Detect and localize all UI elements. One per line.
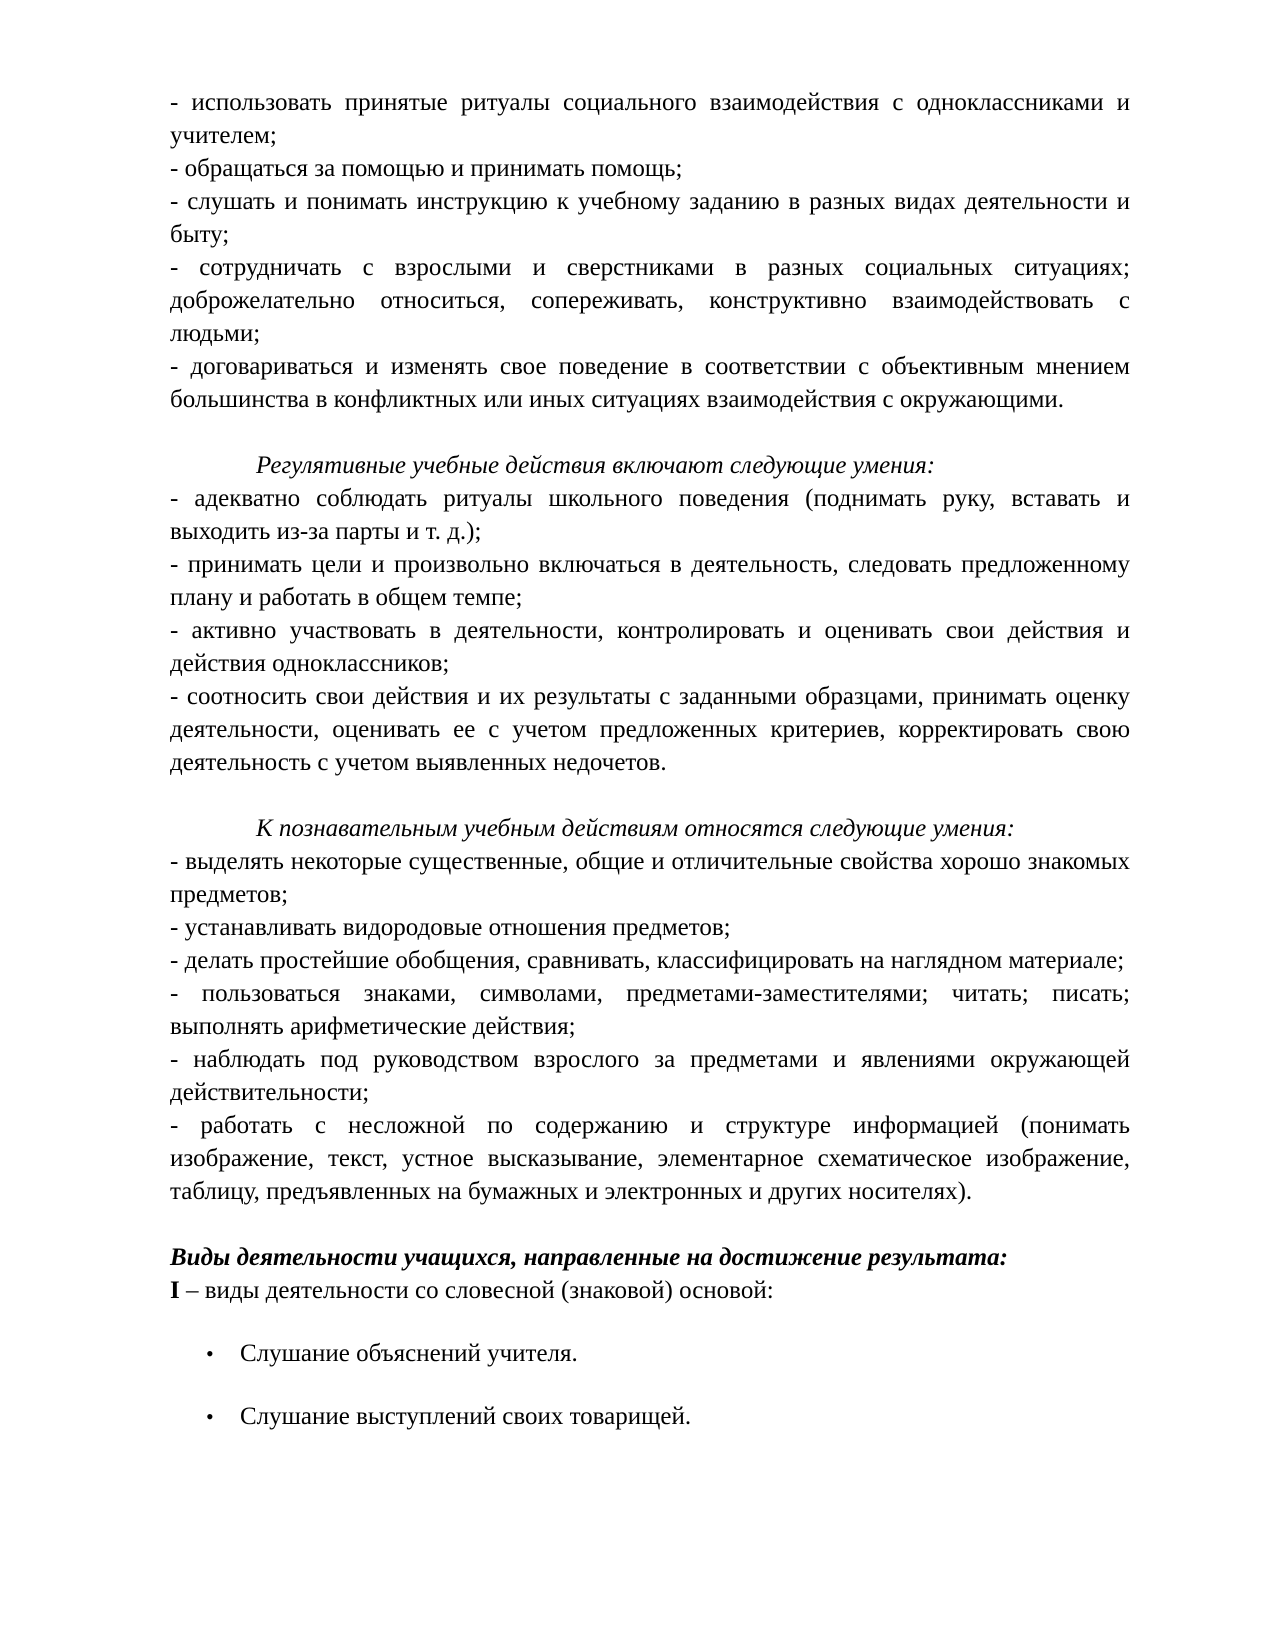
section-heading-regulative: Регулятивные учебные действия включают следующие умения: xyxy=(256,452,936,479)
section-heading-cognitive: К познавательным учебным действиям относятся следующие умения: xyxy=(256,815,1015,842)
list-item xyxy=(206,1400,1130,1433)
bullet-icon: • xyxy=(206,1341,214,1366)
list-item: - пользоваться знаками, символами, предметами-заместителями; читать; писать; выполнять арифметические действия; xyxy=(170,980,1130,1040)
list-item xyxy=(206,1337,1130,1370)
list-item: - работать с несложной по содержанию и структуре информацией (понимать изображение, текст, устное высказывание, элементарное схематическое изображение, таблицу, предъявленных на бумажных и электронных и других носителях). xyxy=(170,1112,1130,1205)
list-item: - делать простейшие обобщения, сравнивать, классифицировать на наглядном материале; xyxy=(170,947,1125,974)
list-item: - устанавливать видородовые отношения предметов; xyxy=(170,914,731,941)
list-item: - принимать цели и произвольно включаться в деятельность, следовать предложенному плану и работать в общем темпе; xyxy=(170,551,1130,611)
list-item: - договариваться и изменять свое поведение в соответствии с объективным мнением большинства в конфликтных или иных ситуациях взаимодействия с окружающими. xyxy=(170,353,1130,413)
section-heading-activities: Виды деятельности учащихся, направленные на достижение результата: xyxy=(170,1244,1008,1271)
bullet-icon: • xyxy=(206,1404,214,1429)
bullet-item-text: Слушание выступлений своих товарищей. xyxy=(240,1403,692,1430)
list-item: - выделять некоторые существенные, общие и отличительные свойства хорошо знакомых предметов; xyxy=(170,848,1130,908)
list-item: - активно участвовать в деятельности, контролировать и оценивать свои действия и действия одноклассников; xyxy=(170,617,1130,677)
list-item: - использовать принятые ритуалы социального взаимодействия с одноклассниками и учителем; xyxy=(170,89,1130,149)
list-item: - адекватно соблюдать ритуалы школьного поведения (поднимать руку, вставать и выходить из-за парты и т. д.); xyxy=(170,485,1130,545)
list-item: - сотрудничать с взрослыми и сверстниками в разных социальных ситуациях; доброжелательно относиться, сопереживать, конструктивно взаимодействовать с людьми; xyxy=(170,254,1130,347)
list-item: - слушать и понимать инструкцию к учебному заданию в разных видах деятельности и быту; xyxy=(170,188,1130,248)
list-item: - наблюдать под руководством взрослого за предметами и явлениями окружающей действительности; xyxy=(170,1046,1130,1106)
activities-bullet-list xyxy=(170,1337,1130,1433)
activities-intro-text: – виды деятельности со словесной (знаковой) основой: xyxy=(179,1277,774,1304)
activities-intro-numeral: I xyxy=(170,1277,180,1304)
bullet-item-text: Слушание объяснений учителя. xyxy=(240,1340,578,1367)
activities-intro xyxy=(170,1274,1130,1307)
list-item: - обращаться за помощью и принимать помощь; xyxy=(170,155,683,182)
list-item: - соотносить свои действия и их результаты с заданными образцами, принимать оценку деятельности, оценивать ее с учетом предложенных критериев, корректировать свою деятельность с учетом выявленных недочетов. xyxy=(170,683,1130,776)
